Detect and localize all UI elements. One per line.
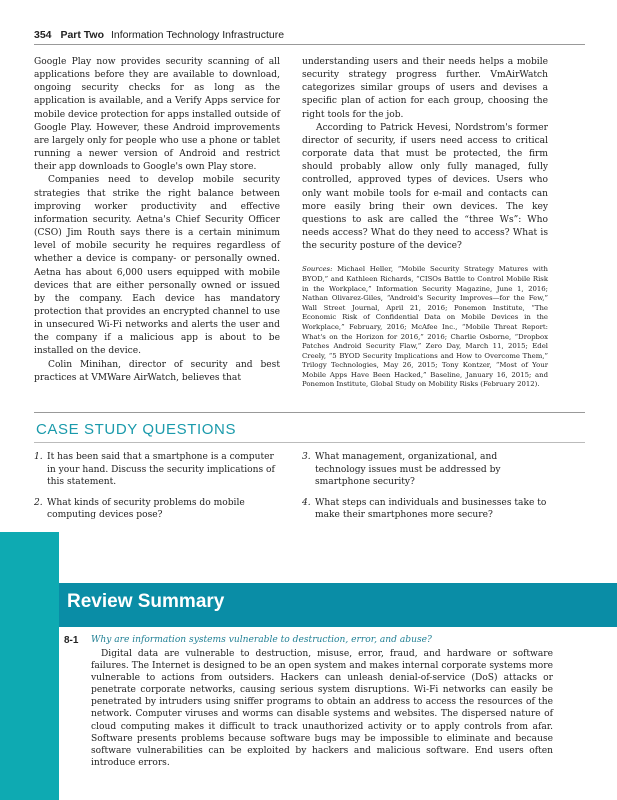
header-rule <box>34 44 585 45</box>
case-question <box>302 497 548 522</box>
question-number: 2. <box>34 497 43 508</box>
question-text: What management, organizational, and technology issues must be addressed by smartphone security? <box>315 452 501 488</box>
question-text: It has been said that a smartphone is a computer in your hand. Discuss the security implications of this statement. <box>47 452 275 488</box>
side-color-band <box>0 532 59 800</box>
question-text: What steps can individuals and businesses take to make their smartphones more secure? <box>315 497 547 521</box>
case-top-rule <box>34 412 585 413</box>
paragraph: Digital data are vulnerable to destruction, misuse, error, fraud, and hardware or software failures. The Internet is designed to be an open system and makes internal corporate systems more vulnerable to actions from outsiders. Hackers can unleash denial-of-service (DoS) attacks or penetrate corporate networks, causing serious system disruptions. Wi-Fi networks can easily be penetrated by intruders using sniffer programs to obtain an address to access the resources of the network. Computer viruses and worms can disable systems and websites. The dispersed nature of cloud computing makes it difficult to track unauthorized activity or to apply controls from afar. Software presents problems because software bugs may be impossible to eliminate and because software vulnerabilities can be exploited by hackers and malicious software. End users often introduce errors. <box>91 649 553 768</box>
objective-answer <box>91 648 553 769</box>
right-column <box>302 56 548 390</box>
case-questions-left <box>34 451 280 530</box>
case-question <box>302 451 548 489</box>
question-number: 4. <box>302 497 311 508</box>
sources-note <box>302 265 548 390</box>
review-summary-title: Review Summary <box>67 591 225 612</box>
sources-label: Sources: <box>302 265 333 274</box>
objective-question: Why are information systems vulnerable to destruction, error, and abuse? <box>91 635 432 645</box>
case-question <box>34 497 280 522</box>
page-number: 354 <box>34 29 52 41</box>
objective-number: 8-1 <box>64 635 79 646</box>
question-text: What kinds of security problems do mobile computing devices pose? <box>47 497 245 521</box>
paragraph: Google Play now provides security scanning of all applications before they are available to download, ongoing security checks for as long as the application is available, and a Verify Apps service for mobile device protection for apps installed outside of Google Play. However, these Android improvements are largely only for people who use a phone or tablet running a newer version of Android and restrict their app downloads to Google's own Play store. <box>34 57 280 173</box>
sources-text: Michael Heller, “Mobile Security Strategy Matures with BYOD,” and Kathleen Richards, “CISOs Battle to Control Mobile Risk in the Workplace,” Information Security Magazine, June 1, 2016; Nathan Olivarez-Giles, “Android's Security Improves—for the Few,” Wall Street Journal, April 21, 2016; Ponemon Institute, “The Economic Risk of Confidential Data on Mobile Devices in the Workplace,” February, 2016; McAfee Inc., “Mobile Threat Report: What's on the Horizon for 2016,” 2016; Charlie Osborne, “Dropbox Patches Android Security Flaw,” Zero Day, March 11, 2015; Edel Creely, “5 BYOD Security Implications and How to Overcome Them,” Trilogy Technologies, May 26, 2015; Tony Kontzer, “Most of Your Mobile Apps Have Been Hacked,” Baseline, January 16, 2015; and Ponemon Institute, Global Study on Mobility Risks (February 2012). <box>302 265 548 389</box>
case-questions-right <box>302 451 548 530</box>
part-label: Part Two <box>60 29 105 41</box>
question-number: 1. <box>34 452 43 462</box>
paragraph: Colin Minihan, director of security and best practices at VMWare AirWatch, believes that <box>34 359 280 383</box>
paragraph: According to Patrick Hevesi, Nordstrom's former director of security, if users need access to critical corporate data that must be protected, the firm should probably allow only fully managed, fully controlled, approved types of devices. Users who only want mobile tools for e-mail and contacts can more easily bring their own devices. The key questions to ask are called the “three Ws”: Who needs access? What do they need to access? What is the security posture of the device? <box>302 122 548 252</box>
case-title-rule <box>34 442 585 443</box>
paragraph: Companies need to develop mobile security strategies that strike the right balance between improving worker productivity and effective information security. Aetna's Chief Security Officer (CSO) Jim Routh says there is a certain minimum level of mobile security he requires regardless of whether a device is company- or personally owned. Aetna has about 6,000 users equipped with mobile devices that are either personally owned or issued by the company. Each device has mandatory protection that provides an encrypted channel to use in unsecured Wi-Fi networks and alerts the user and the company if a malicious app is about to be installed on the device. <box>34 175 280 357</box>
paragraph: understanding users and their needs helps a mobile security strategy progress further. VmAirWatch categorizes similar groups of users and devises a specific plan of action for each group, choosing the right tools for the job. <box>302 57 548 120</box>
case-study-title: CASE STUDY QUESTIONS <box>36 421 237 438</box>
part-subtitle: Information Technology Infrastructure <box>110 29 285 41</box>
running-header <box>34 29 284 41</box>
case-question <box>34 451 280 489</box>
question-number: 3. <box>302 452 311 462</box>
left-column <box>34 56 280 385</box>
